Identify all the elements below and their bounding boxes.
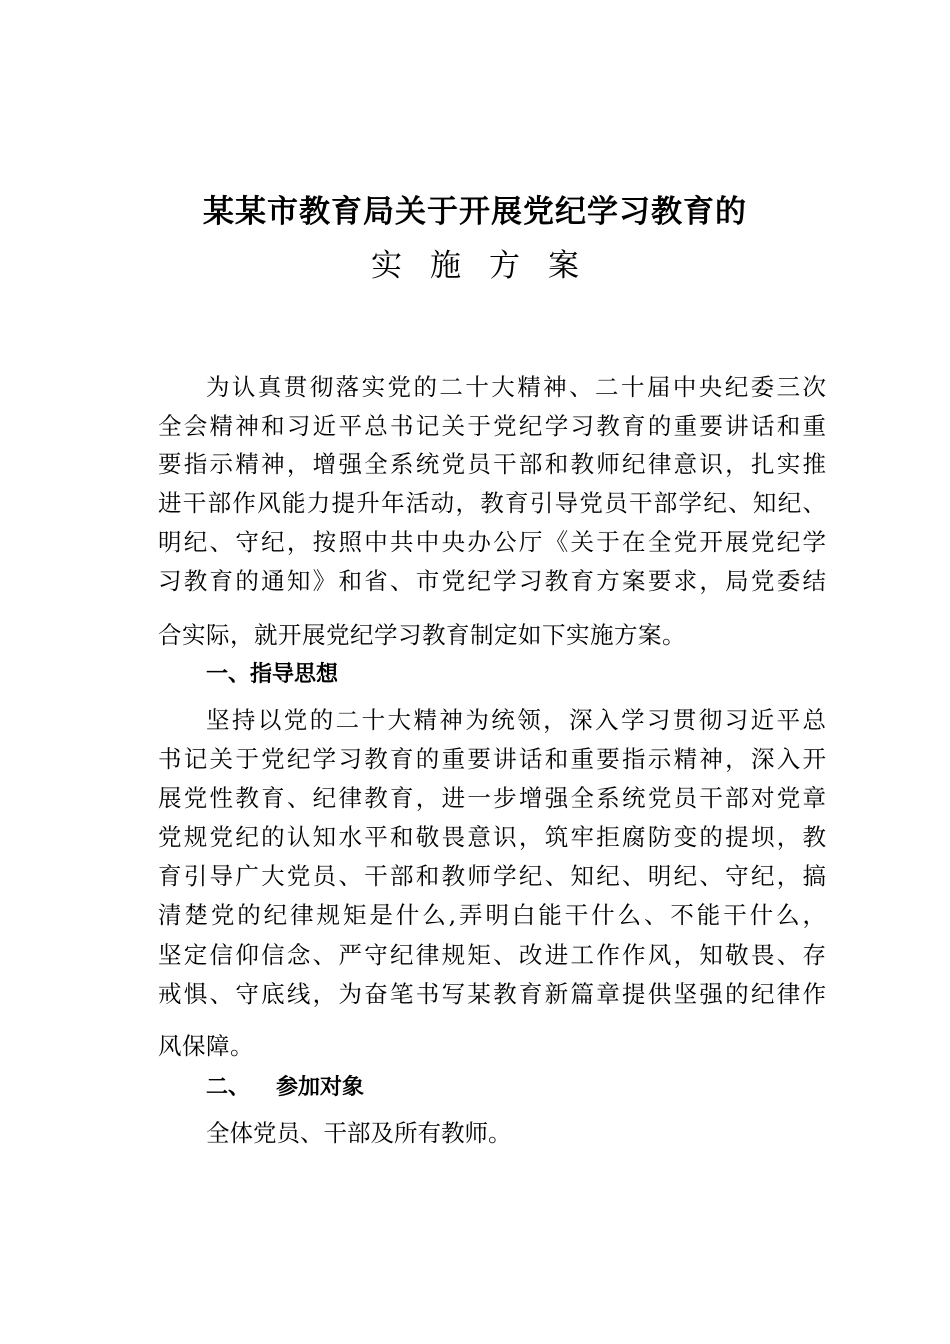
section1-line: 育引导广大党员、干部和教师学纪、知纪、明纪、守纪，搞 <box>158 862 826 890</box>
intro-line: 进干部作风能力提升年活动，教育引导党员干部学纪、知纪、 <box>158 489 826 517</box>
section1-line: 党规党纪的认知水平和敬畏意识，筑牢拒腐防变的提坝，教 <box>158 823 826 851</box>
intro-line: 明纪、守纪，按照中共中央办公厅《关于在全党开展党纪学 <box>158 528 826 556</box>
section1-line: 展党性教育、纪律教育，进一步增强全系统党员干部对党章 <box>158 784 826 812</box>
section1-line: 坚定信仰信念、严守纪律规矩、改进工作作风，知敬畏、存 <box>158 941 826 969</box>
section-heading-text: 参加对象 <box>276 1075 365 1100</box>
intro-line: 全会精神和习近平总书记关于党纪学习教育的重要讲话和重 <box>158 412 826 440</box>
section1-line: 清楚党的纪律规矩是什么,弄明白能干什么、不能干什么， <box>158 901 826 929</box>
intro-line: 为认真贯彻落实党的二十大精神、二十届中央纪委三次 <box>206 373 826 401</box>
section1-line: 戒惧、守底线，为奋笔书写某教育新篇章提供坚强的纪律作 <box>158 980 826 1008</box>
intro-line: 要指示精神，增强全系统党员干部和教师纪律意识，扎实推 <box>158 450 826 478</box>
section-heading-guiding-ideology: 一、指导思想 <box>206 662 339 687</box>
section-heading-number: 二、 <box>206 1075 251 1100</box>
section-heading-participants <box>206 1073 364 1103</box>
section1-line: 坚持以党的二十大精神为统领，深入学习贯彻习近平总 <box>206 706 826 734</box>
section1-line: 书记关于党纪学习教育的重要讲话和重要指示精神，深入开 <box>158 745 826 773</box>
section1-line: 风保障。 <box>158 1032 254 1060</box>
document-title: 某某市教育局关于开展党纪学习教育的 <box>203 194 747 230</box>
intro-line: 习教育的通知》和省、市党纪学习教育方案要求，局党委结 <box>158 567 826 595</box>
document-subtitle: 实施方案 <box>371 248 607 284</box>
intro-line: 合实际，就开展党纪学习教育制定如下实施方案。 <box>158 621 686 649</box>
section2-line: 全体党员、干部及所有教师。 <box>206 1119 512 1147</box>
